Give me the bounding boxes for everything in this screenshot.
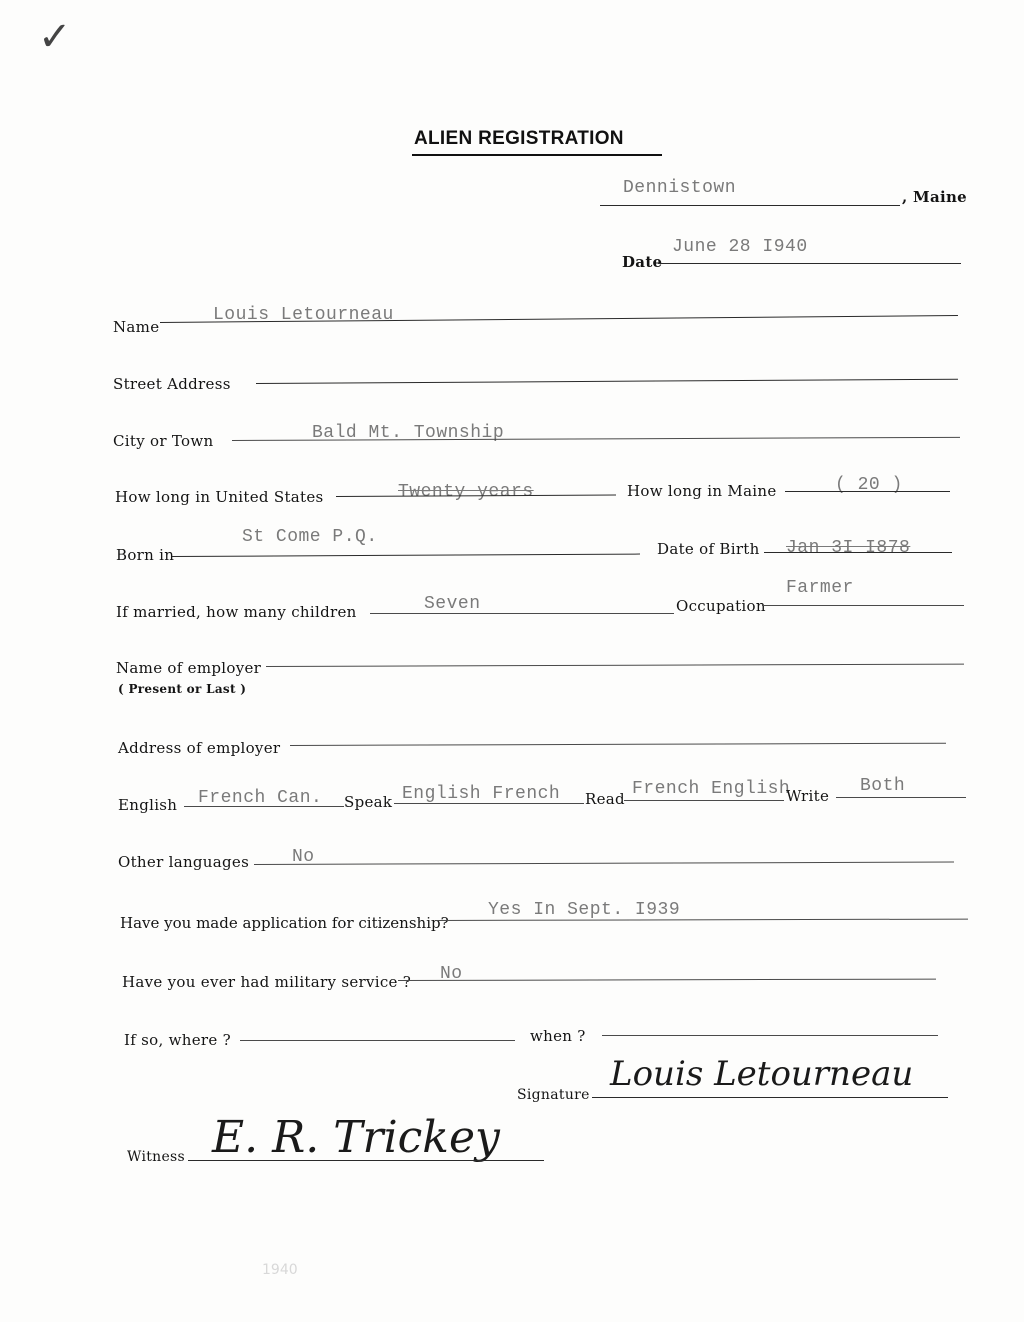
city-value: Bald Mt. Township bbox=[312, 423, 505, 443]
state-label: , Maine bbox=[902, 188, 968, 206]
other-languages-line bbox=[254, 862, 954, 865]
how-long-maine-value: ( 20 ) bbox=[835, 475, 903, 495]
employer-line bbox=[266, 664, 964, 667]
name-value: Louis Letourneau bbox=[213, 305, 394, 325]
write-label: Write bbox=[786, 787, 830, 805]
date-value: June 28 I940 bbox=[672, 237, 808, 257]
check-mark: ✓ bbox=[38, 14, 72, 60]
town-value: Dennistown bbox=[623, 178, 737, 198]
write-value: Both bbox=[860, 776, 906, 796]
employer-sublabel: ( Present or Last ) bbox=[118, 682, 247, 696]
citizenship-value: Yes In Sept. I939 bbox=[488, 900, 681, 920]
born-in-line bbox=[172, 554, 640, 557]
date-label: Date bbox=[622, 253, 663, 271]
dob-line bbox=[764, 552, 952, 553]
how-long-us-value: Twenty years bbox=[398, 482, 534, 502]
read-value: French English bbox=[632, 779, 791, 799]
faint-stamp: 1940 bbox=[262, 1262, 298, 1278]
witness-label: Witness bbox=[127, 1149, 186, 1165]
military-line bbox=[398, 979, 936, 981]
occupation-label: Occupation bbox=[676, 597, 766, 615]
other-languages-label: Other languages bbox=[118, 853, 250, 871]
signature-line bbox=[592, 1097, 948, 1098]
name-label: Name bbox=[113, 318, 160, 336]
read-line bbox=[624, 800, 784, 801]
when-label: when ? bbox=[530, 1027, 586, 1045]
street-line bbox=[256, 379, 958, 384]
street-label: Street Address bbox=[113, 375, 231, 393]
title-underline bbox=[412, 154, 662, 156]
town-line bbox=[600, 205, 900, 206]
citizenship-label: Have you made application for citizenship? bbox=[120, 914, 449, 932]
read-label: Read bbox=[585, 790, 625, 808]
military-value: No bbox=[440, 964, 463, 984]
employer-address-line bbox=[290, 743, 946, 746]
citizenship-line bbox=[436, 919, 968, 921]
write-line bbox=[836, 797, 966, 798]
how-long-us-label: How long in United States bbox=[115, 488, 324, 506]
occupation-line bbox=[762, 605, 964, 606]
if-so-where-line bbox=[240, 1040, 515, 1041]
witness-value: E. R. Trickey bbox=[212, 1112, 500, 1163]
children-line bbox=[370, 613, 674, 614]
dob-label: Date of Birth bbox=[657, 540, 760, 558]
dob-value: Jan 3I I878 bbox=[786, 538, 911, 558]
born-in-value: St Come P.Q. bbox=[242, 527, 378, 547]
witness-line bbox=[188, 1160, 544, 1161]
speak-label: Speak bbox=[344, 793, 393, 811]
when-line bbox=[602, 1035, 938, 1036]
occupation-value: Farmer bbox=[786, 578, 854, 598]
speak-value: English French bbox=[402, 784, 561, 804]
how-long-maine-line bbox=[785, 491, 950, 492]
children-label: If married, how many children bbox=[116, 603, 357, 621]
military-label: Have you ever had military service ? bbox=[122, 973, 412, 991]
if-so-where-label: If so, where ? bbox=[124, 1031, 231, 1049]
speak-line bbox=[394, 803, 584, 804]
english-label: English bbox=[118, 796, 178, 814]
date-line bbox=[658, 263, 961, 264]
other-languages-value: No bbox=[292, 847, 315, 867]
children-value: Seven bbox=[424, 594, 481, 614]
signature-value: Louis Letourneau bbox=[610, 1054, 914, 1094]
employer-address-label: Address of employer bbox=[118, 739, 281, 757]
english-line bbox=[184, 806, 344, 807]
english-value: French Can. bbox=[198, 788, 323, 808]
employer-label: Name of employer bbox=[116, 659, 262, 677]
city-label: City or Town bbox=[113, 432, 214, 450]
how-long-maine-label: How long in Maine bbox=[627, 482, 777, 500]
born-in-label: Born in bbox=[116, 546, 175, 564]
form-title: ALIEN REGISTRATION bbox=[414, 128, 624, 149]
signature-label: Signature bbox=[517, 1087, 590, 1103]
